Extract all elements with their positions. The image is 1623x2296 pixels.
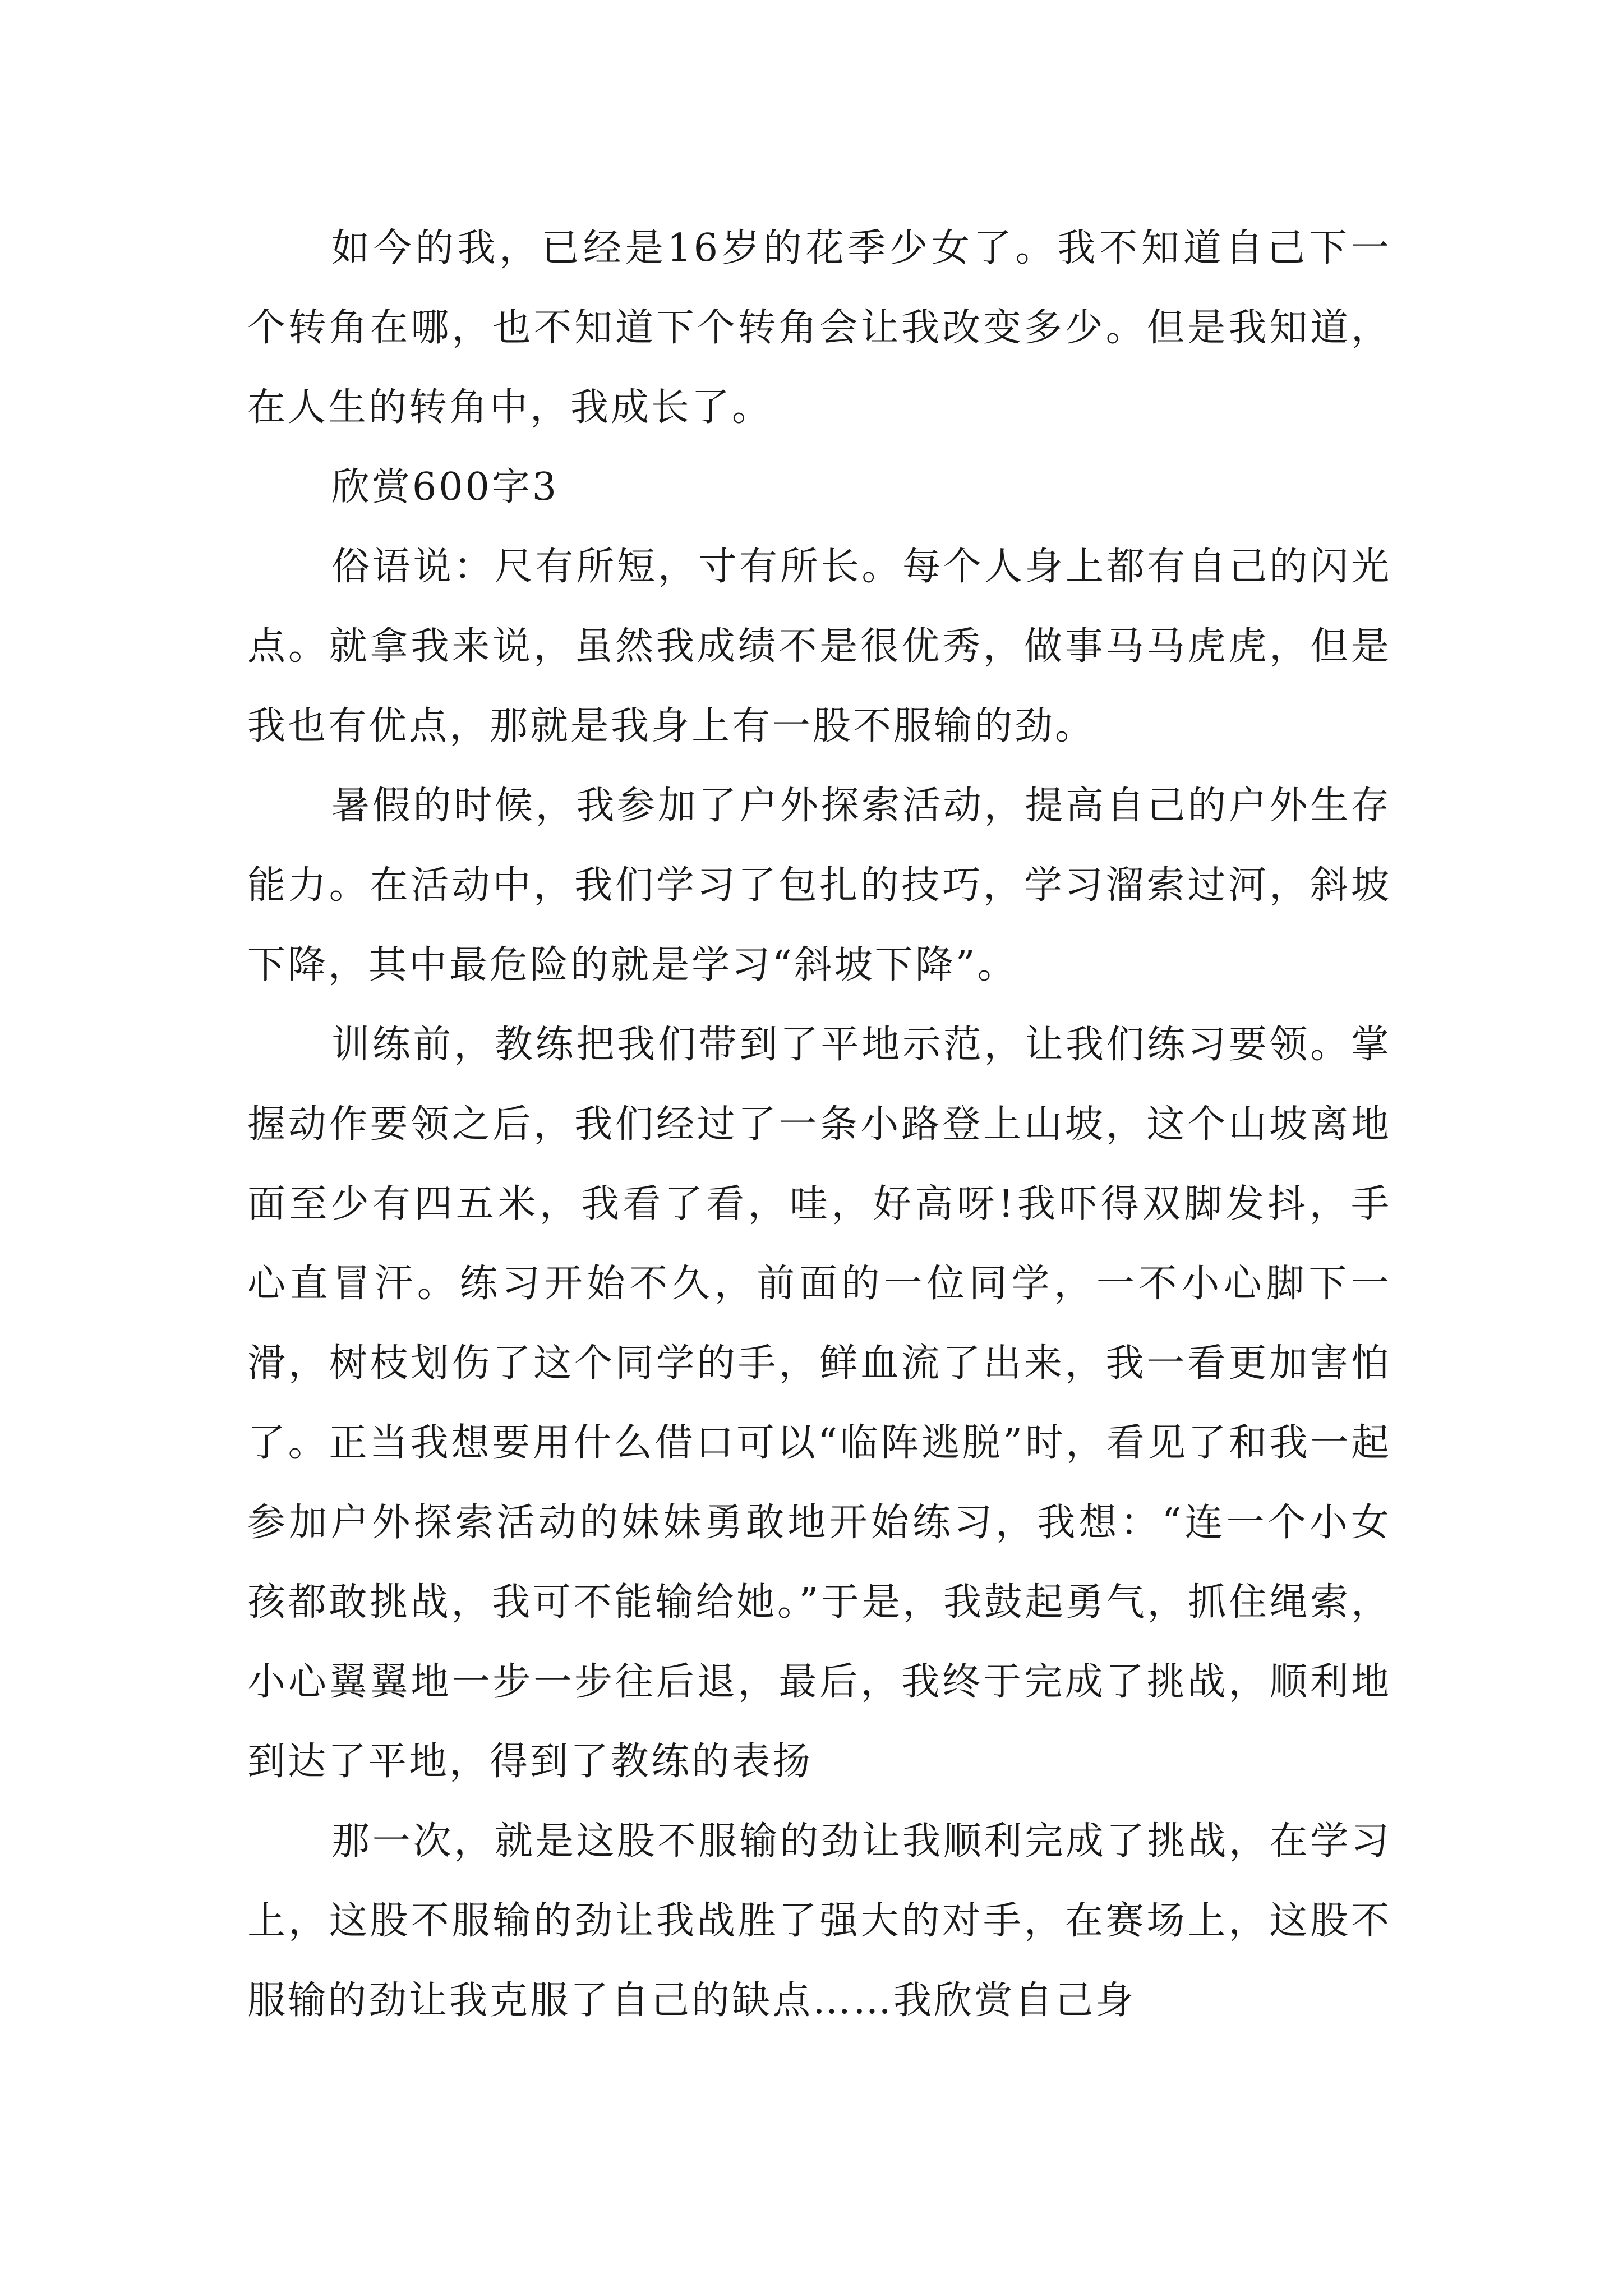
paragraph: 训练前，教练把我们带到了平地示范，让我们练习要领。掌握动作要领之后，我们经过了一条小路登上山坡，这个山坡离地面至少有四五米，我看了看，哇，好高呀!我吓得双脚发抖，手心直冒汗。练习开始不久，前面的一位同学，一不小心脚下一滑，树枝划伤了这个同学的手，鲜血流了出来，我一看更加害怕了。正当我想要用什么借口可以“临阵逃脱”时，看见了和我一起参加户外探索活动的妹妹勇敢地开始练习，我想：“连一个小女孩都敢挑战，我可不能输给她。”于是，我鼓起勇气，抓住绳索，小心翼翼地一步一步往后退，最后，我终于完成了挑战，顺利地到达了平地，得到了教练的表扬 — [247, 1023, 1392, 1784]
paragraph: 俗语说：尺有所短，寸有所长。每个人身上都有自己的闪光点。就拿我来说，虽然我成绩不是很优秀，做事马马虎虎，但是我也有优点，那就是我身上有一股不服输的劲。 — [247, 545, 1391, 748]
paragraph: 暑假的时候，我参加了户外探索活动，提高自己的户外生存能力。在活动中，我们学习了包扎的技巧，学习溜索过河，斜坡下降，其中最危险的就是学习“斜坡下降”。 — [247, 784, 1391, 987]
paragraph: 那一次，就是这股不服输的劲让我顺利完成了挑战，在学习上，这股不服输的劲让我战胜了强大的对手，在赛场上，这股不服输的劲让我克服了自己的缺点……我欣赏自己身 — [247, 1819, 1391, 2023]
section-heading: 欣赏600字3 — [331, 465, 559, 509]
document-body — [247, 209, 1391, 2041]
paragraph: 如今的我，已经是16岁的花季少女了。我不知道自己下一个转角在哪，也不知道下个转角会让我改变多少。但是我知道，在人生的转角中，我成长了。 — [247, 226, 1391, 430]
